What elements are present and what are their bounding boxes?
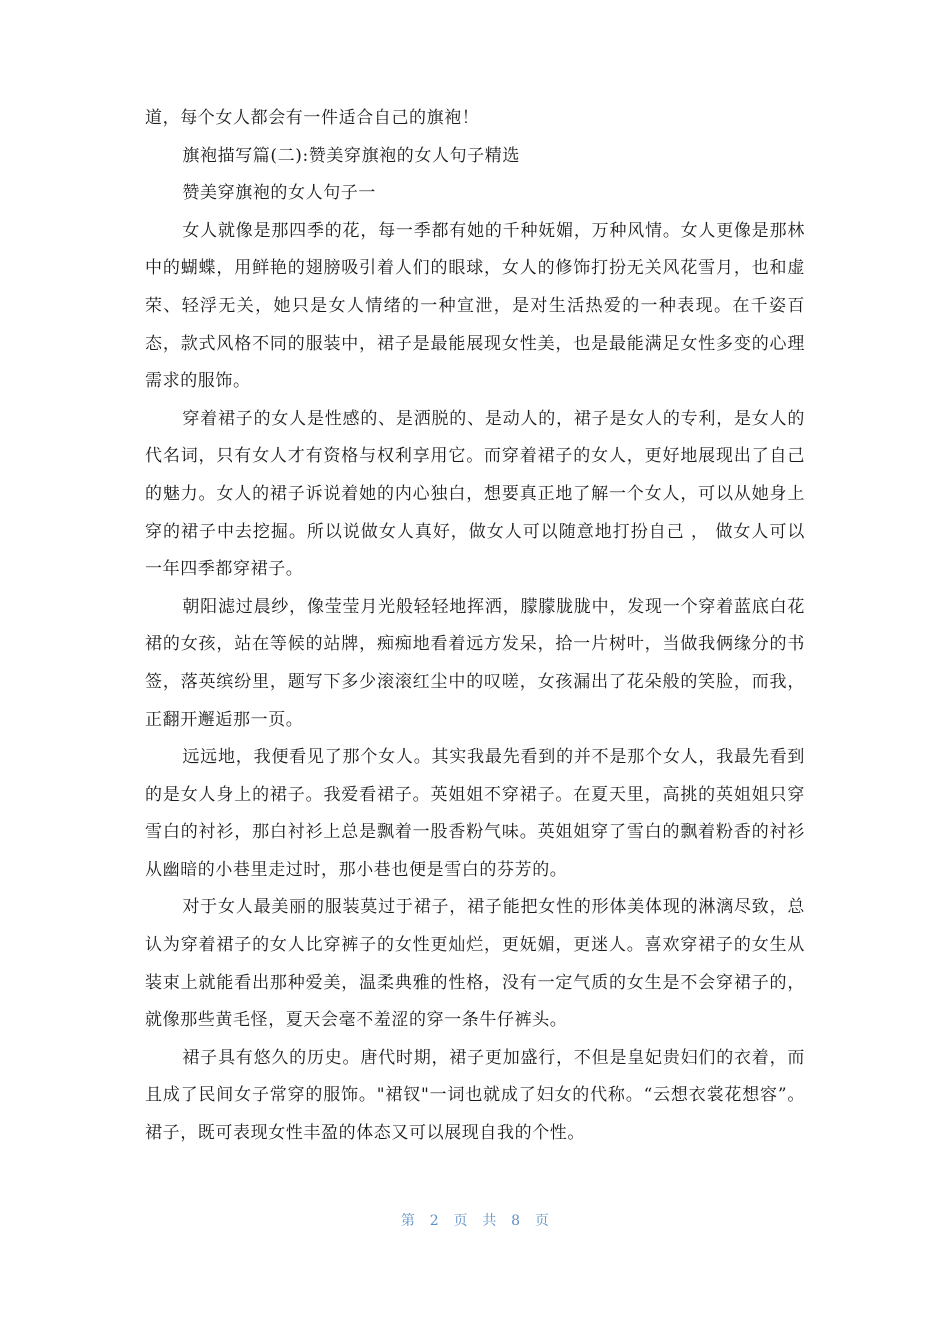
paragraph: 女人就像是那四季的花，每一季都有她的千种妩媚，万种风情。女人更像是那林中的蝴蝶，用鲜艳的翅膀吸引着人们的眼球，女人的修饰打扮无关风花雪月，也和虚荣、轻浮无关，她只是女人情绪的一种宣泄，是对生活热爱的一种表现。在千姿百态，款式风格不同的服装中，裙子是最能展现女性美，也是最能满足女性多变的心理需求的服饰。 [145,220,805,392]
paragraph: 裙子具有悠久的历史。唐代时期，裙子更加盛行，不但是皇妃贵妇们的衣着，而且成了民间女子常穿的服饰。"裙钗"一词也就成了妇女的代称。“云想衣裳花想容”。裙子，既可表现女性丰盈的体态又可以展现自我的个性。 [145,1047,805,1144]
document-body [145,100,805,1153]
subsection-heading: 赞美穿旗袍的女人句子一 [182,183,376,204]
paragraph: 对于女人最美丽的服装莫过于裙子，裙子能把女性的形体美体现的淋漓尽致，总认为穿着裙子的女人比穿裤子的女性更灿烂，更妩媚，更迷人。喜欢穿裙子的女生从装束上就能看出那种爱美，温柔典雅的性格，没有一定气质的女生是不会穿裙子的，就像那些黄毛怪，夏天会毫不羞涩的穿一条牛仔裤头。 [145,897,805,1031]
paragraph: 穿着裙子的女人是性感的、是洒脱的、是动人的，裙子是女人的专利，是女人的代名词，只有女人才有资格与权利享用它。而穿着裙子的女人，更好地展现出了自己的魅力。女人的裙子诉说着她的内心独白，想要真正地了解一个女人，可以从她身上穿的裙子中去挖掘。所以说做女人真好，做女人可以随意地打扮自己 ， 做女人可以一年四季都穿裙子。 [145,408,805,580]
continuation-line: 道，每个女人都会有一件适合自己的旗袍！ [145,108,480,128]
paragraph: 朝阳滤过晨纱，像莹莹月光般轻轻地挥洒，朦朦胧胧中，发现一个穿着蓝底白花裙的女孩，站在等候的站牌，痴痴地看着远方发呆，拾一片树叶，当做我俩缘分的书签，落英缤纷里，题写下多少滚滚红尘中的叹嗟，女孩漏出了花朵般的笑脸，而我，正翻开邂逅那一页。 [145,596,805,730]
page-number-footer: 第 2 页 共 8 页 [400,1213,550,1229]
section-heading: 旗袍描写篇(二):赞美穿旗袍的女人句子精选 [182,145,520,166]
paragraph: 远远地，我便看见了那个女人。其实我最先看到的并不是那个女人，我最先看到的是女人身上的裙子。我爱看裙子。英姐姐不穿裙子。在夏天里，高挑的英姐姐只穿雪白的衬衫，那白衬衫上总是飘着一股香粉气味。英姐姐穿了雪白的飘着粉香的衬衫从幽暗的小巷里走过时，那小巷也便是雪白的芬芳的。 [145,747,805,880]
